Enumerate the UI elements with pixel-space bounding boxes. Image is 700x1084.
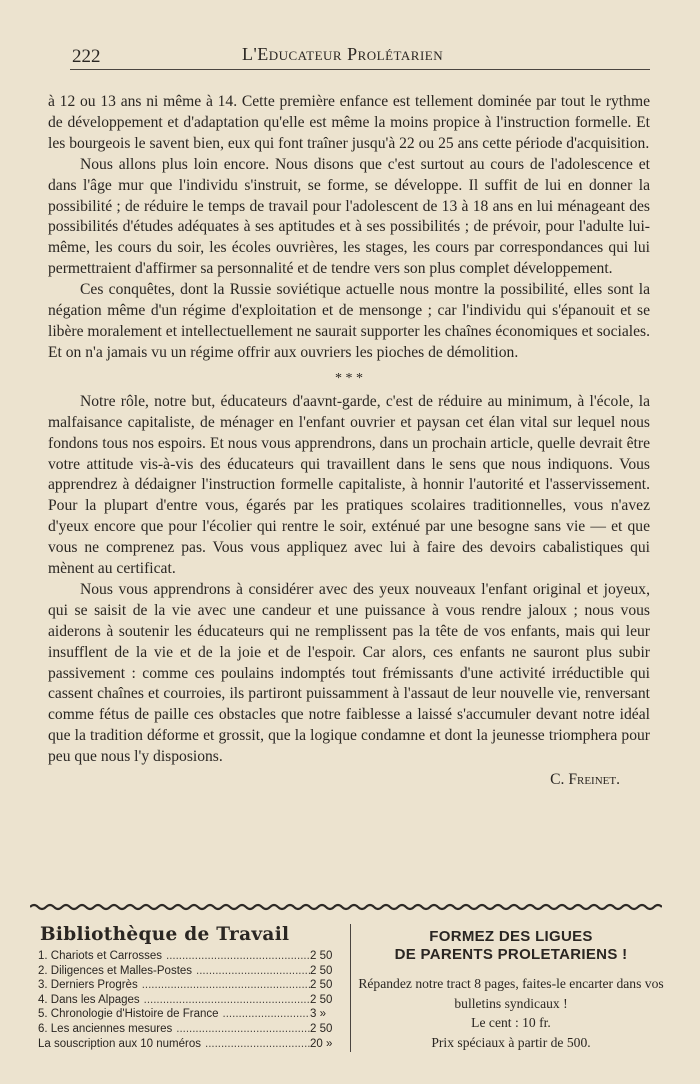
author-signature: C. Freinet. (550, 771, 620, 789)
paragraph-1: à 12 ou 13 ans ni même à 14. Cette première enfance est tellement dominée par tout le rythme de développement et d'adaptation qu'elle est même la moins propice à l'instruction formelle. Et les bourgeois le savent bien, eux qui font traîner jusqu'à 22 ou 25 ans cette période d'acquisition. (48, 93, 650, 152)
library-item-price: 2 50 (310, 1022, 333, 1035)
paragraph-5: Nous vous apprendrons à considérer avec des yeux nouveaux l'enfant original et joyeux, qui se saisit de la vie avec une candeur et une puissance à vous rendre jaloux ; nous vous aiderons à soutenir les éducateurs qui ne remplissent pas la tête de vos enfants, mais qui leur insufflent de la vie et de la joie et de l'espoir. Car alors, ces enfants ne sauront plus subir passivement : comme ces poulains indomptés tout frémissants d'une activité irréductible qui cassent chaînes et courroies, ils partiront puissamment à l'assaut de leur nouvelle vie, renversant comme fétus de paille ces obstacles que notre faiblesse a laissé s'accumuler devant notre idéal que la tradition déforme et grossit, que la logique condamne et dont la jeunesse triomphera pour peu que nous l'y disposions. (48, 580, 650, 766)
wavy-divider (30, 902, 662, 912)
page-number: 222 (72, 46, 101, 67)
promo-special-line: Prix spéciaux à partir de 500. (431, 1034, 591, 1050)
leader-dots (201, 1037, 310, 1052)
leader-dots (138, 978, 310, 993)
library-item-price: 20 » (310, 1037, 333, 1050)
leader-dots (219, 1007, 310, 1022)
library-item (38, 1022, 348, 1037)
library-item-name: 2. Diligences et Malles-Postes (38, 964, 193, 977)
paragraph-2: Nous allons plus loin encore. Nous disons que c'est surtout au cours de l'adolescence et dans l'âge mur que l'individu s'instruit, se forme, se développe. Il suffit de lui en donner la possibilité ; de réduire le temps de travail pour l'adolescent de 13 à 18 ans en lui ménageant des possibilités d'études adéquates à ses aptitudes et à ses possibilités ; de prévoir, pour l'adulte lui-même, les cours du soir, les écoles ouvrières, les stages, les cours par correspondances qui lui permettraient d'affirmer sa personnalité et de tendre vers son plus complet développement. (48, 155, 650, 278)
library-item (38, 964, 348, 979)
promo-body: Répandez notre tract 8 pages, faites-le encarter dans vos bulletins syndicaux ! (358, 976, 664, 1011)
promo-heading-line-2: DE PARENTS PROLETARIENS ! (394, 946, 628, 963)
library-item-name: 6. Les anciennes mesures (38, 1022, 173, 1035)
library-item-price: 3 » (310, 1008, 326, 1021)
article-body (48, 92, 650, 791)
running-title: L'Educateur Prolétarien (242, 44, 444, 64)
leader-dots (192, 964, 310, 979)
leader-dots (162, 949, 310, 964)
page-header (70, 36, 650, 70)
paragraph-3: Ces conquêtes, dont la Russie soviétique actuelle nous montre la possibilité, elles sont la négation même d'un régime d'exploitation et de mensonge ; car l'individu qui s'épanouit et se libère moralement et intellectuellement ne saurait supporter les chaînes économiques et sociales. Et on n'a jamais vu un régime offrir aux ouvriers les pioches de démolition. (48, 281, 650, 361)
library-item (38, 1007, 348, 1022)
library-item-price: 2 50 (310, 964, 333, 977)
section-separator: * * * (335, 370, 363, 386)
library-item-price: 2 50 (310, 950, 333, 962)
library-item (38, 949, 348, 964)
leader-dots (140, 993, 310, 1008)
library-subscription (38, 1037, 348, 1052)
column-divider (350, 924, 351, 1052)
promo-price-line: Le cent : 10 fr. (471, 1015, 551, 1030)
library-title: Bibliothèque de Travail (40, 924, 290, 945)
library-item-name: La souscription aux 10 numéros (38, 1037, 202, 1050)
leader-dots (172, 1022, 310, 1037)
library-item (38, 993, 348, 1008)
paragraph-4: Notre rôle, notre but, éducateurs d'aavnt-garde, c'est de réduire au minimum, à l'école, la malfaisance capitaliste, de ménager en l'enfant ouvrier et paysan cet élan vital sur lequel nous fondons tous nos espoirs. Et nous vous apprendrons, dans un prochain article, quelle devrait être votre attitude vis-à-vis des éducateurs qui travaillent dans le sens que nous indiquons. Vous apprendrez à dédaigner l'instruction formelle capitaliste, à honnir l'autorité et l'asservissement. Pour la plupart d'entre vous, égarés par les pratiques scolaires traditionnelles, vous n'avez d'yeux encore que pour l'écolier qui rentre le soir, exténué par une besogne sans vie — et que vous ne comprenez pas. Vous vous appliquez avec lui à faire des devoirs cabalistiques qui mènent au certificat. (48, 392, 650, 578)
library-catalog (38, 924, 348, 1051)
library-item (38, 978, 348, 993)
promo-heading-line-1: FORMEZ DES LIGUES (429, 928, 593, 945)
library-item-price: 2 50 (310, 979, 333, 992)
library-item-price: 2 50 (310, 993, 333, 1006)
promo-box (358, 928, 664, 1052)
library-item-name: 1. Chariots et Carrosses (38, 950, 162, 962)
library-item-name: 5. Chronologie d'Histoire de France (38, 1008, 219, 1021)
library-item-name: 4. Dans les Alpages (38, 993, 140, 1006)
library-item-name: 3. Derniers Progrès (38, 979, 138, 992)
header-rule (70, 69, 650, 70)
